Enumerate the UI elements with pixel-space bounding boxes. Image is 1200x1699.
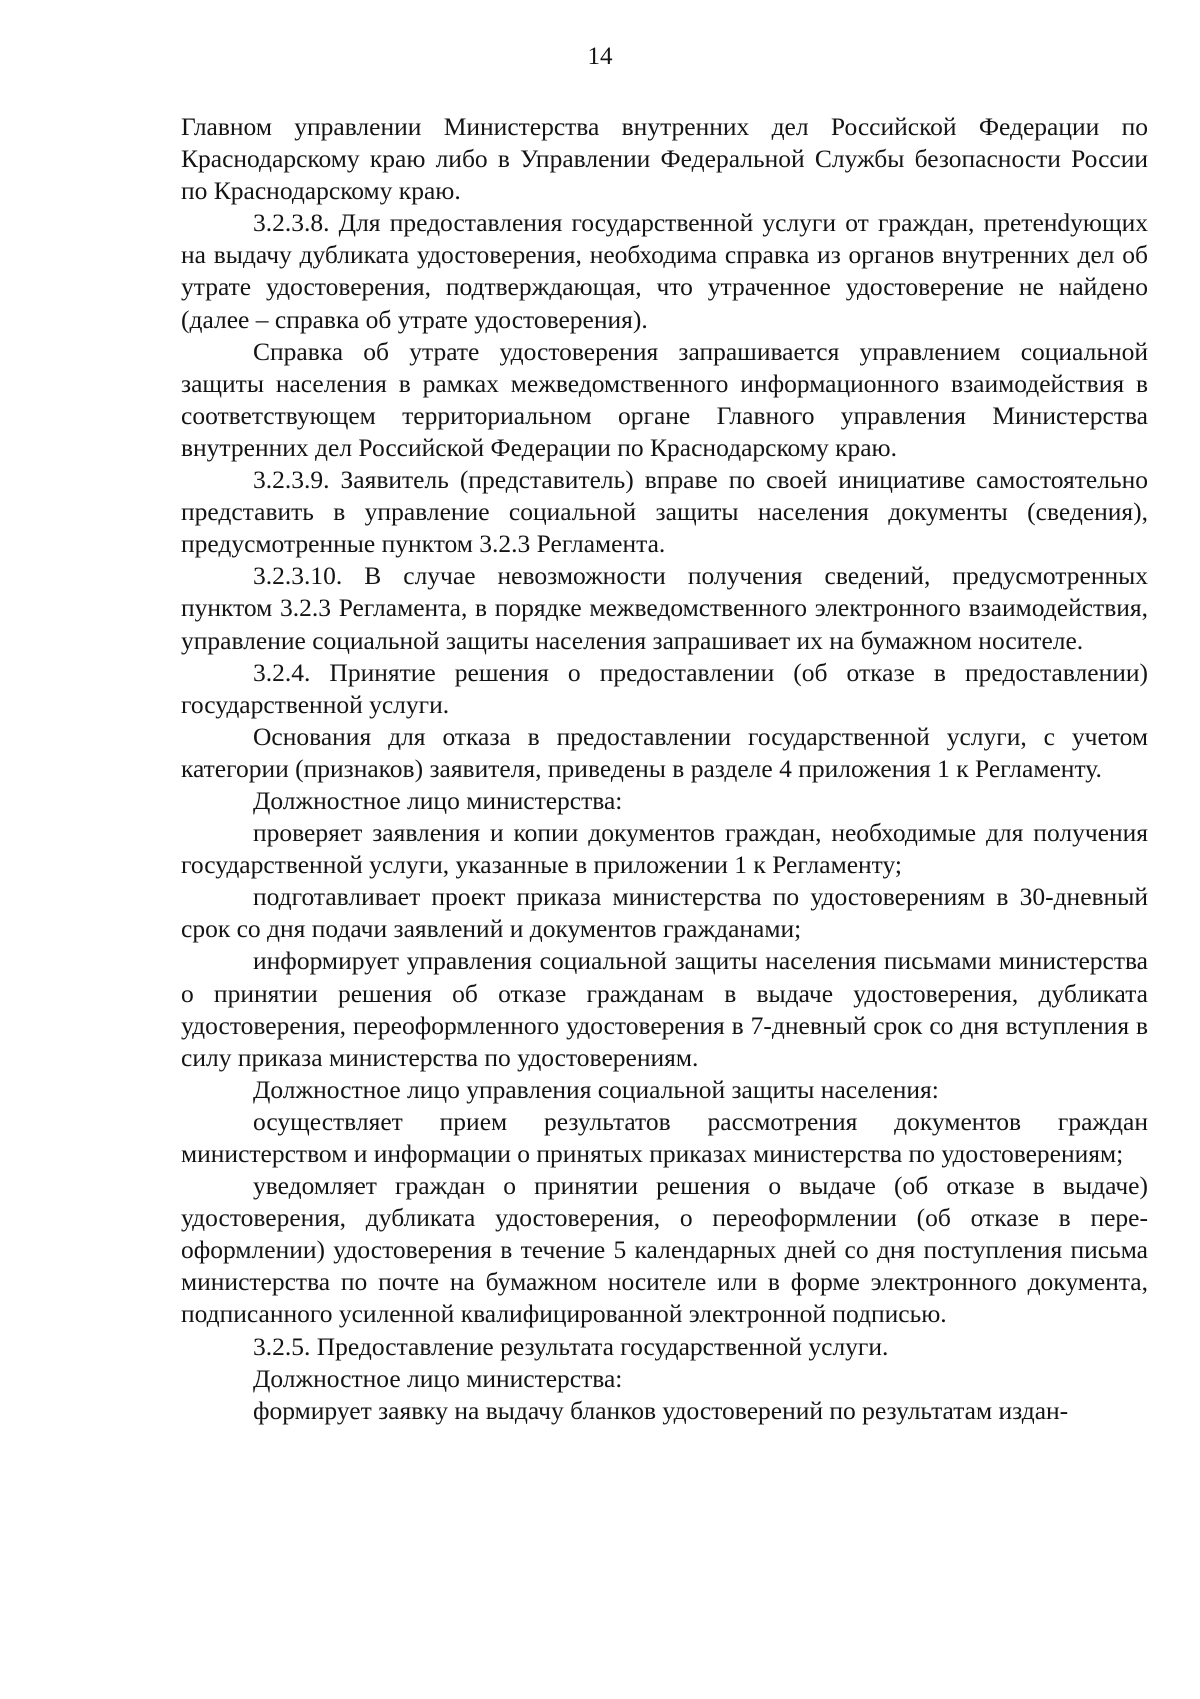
paragraph-continuation: Главном управлении Министерства внутренних дел Российской Федерации по Краснодарскому краю либо в Управлении Федеральной Службы безопасности России по Краснодарскому краю. [181,112,1148,206]
paragraph-ministry-official: Должностное лицо министерства: [253,785,623,815]
paragraph-social-protection-official: Должностное лицо управления социальной защиты населения: [253,1074,939,1104]
paragraph-loss-certificate-request: Справка об утрате удостоверения запрашивается управлением социальной защиты населения в рамках межведомственного информационного взаимодействия в соответствующем территориальном органе Главного управления Министерства внутренних дел Российской Федерации по Краснодарскому краю. [181,336,1148,462]
paragraph-3-2-5: 3.2.5. Предоставление результата государственной услуги. [253,1331,889,1361]
paragraph-3-2-3-8: 3.2.3.8. Для предоставления государственной услуги от граждан, претенdующих на выдачу дубликата удостоверения, необходима справка из органов внутренних дел об утрате удостоверения, подтверждающая, что утраченное удостоверение не найдено (далее – справка об утрате удостоверения). [181,208,1148,334]
paragraph-ministry-official-2: Должностное лицо министерства: [253,1363,623,1393]
paragraph-accepts-results: осуществляет прием результатов рассмотрения документов граждан министерством и информации о принятых приказах министерства по удостоверениям; [181,1106,1148,1168]
paragraph-3-2-3-9: 3.2.3.9. Заявитель (представитель) вправе по своей инициативе самостоятельно представить в управление социальной защиты населения документы (сведения), предусмотренные пунктом 3.2.3 Регламента. [181,465,1148,559]
paragraph-forms-request: формирует заявку на выдачу бланков удостоверений по результатам издан- [253,1395,1069,1425]
paragraph-checks-applications: проверяет заявления и копии документов граждан, необходимые для получения государственной услуги, указанные в приложении 1 к Регламенту; [181,818,1148,880]
paragraph-informs-departments: информирует управления социальной защиты населения письмами министерства о принятии решения об отказе гражданам в выдаче удостоверения, дубликата удостоверения, переоформленного удостоверения в 7-дневный срок со дня вступления в силу приказа министерства по удостоверениям. [181,946,1148,1072]
paragraph-3-2-4: 3.2.4. Принятие решения о предоставлении (об отказе в предоставлении) государственной услуги. [181,657,1148,719]
document-body [181,111,1148,1427]
paragraph-notifies-citizens: уведомляет граждан о принятии решения о выдаче (об отказе в выдаче) удостоверения, дубликата удостоверения, о переоформлении (об отказе в переоформлении) удостоверения в течение 5 календарных дней со дня поступления письма министерства по почте на бумажном носителе или в форме электронного документа, подписанного усиленной квалифицированной электронной подписью. [181,1171,1148,1329]
paragraph-3-2-3-10: 3.2.3.10. В случае невозможности получения сведений, предусмотренных пунктом 3.2.3 Регламента, в порядке межведомственного электронного взаимодействия, управление социальной защиты населения запрашивает их на бумажном носителе. [181,561,1148,655]
page-number: 14 [587,43,613,70]
paragraph-prepares-order: подготавливает проект приказа министерства по удостоверениям в 30-дневный срок со дня подачи заявлений и документов гражданами; [181,882,1148,944]
paragraph-refusal-grounds: Основания для отказа в предоставлении государственной услуги, с учетом категории (признаков) заявителя, приведены в разделе 4 приложения 1 к Регламенту. [181,721,1148,783]
